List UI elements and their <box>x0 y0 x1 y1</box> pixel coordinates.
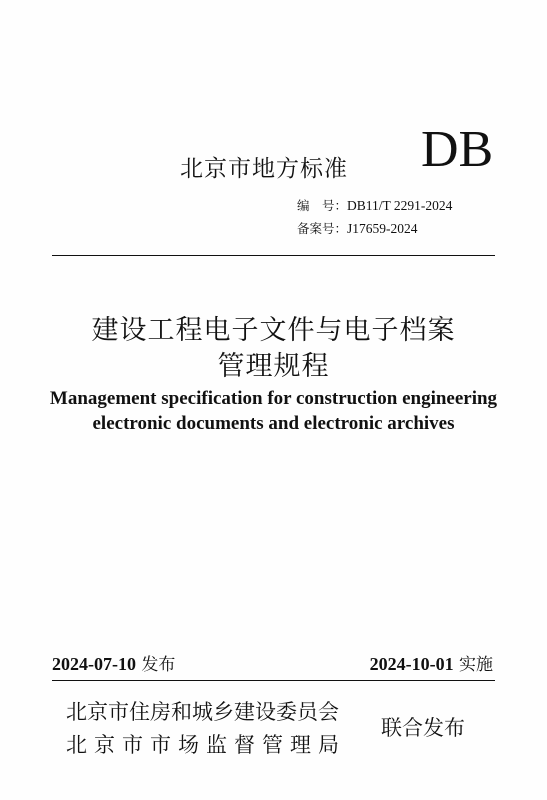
issuer-housing-commission: 北京市住房和城乡建设委员会 <box>66 700 339 724</box>
publish-label: 发布 <box>141 655 176 675</box>
title-en: Management specification for construction engineering electronic documents and electronic archives <box>49 388 498 434</box>
joint-issue-label: 联合发布 <box>381 716 465 740</box>
standard-type: 北京市地方标准 <box>180 156 348 182</box>
implement-label: 实施 <box>459 655 493 675</box>
publish-date-value: 2024-07-10 <box>52 654 136 674</box>
implement-date-value: 2024-10-01 <box>369 654 454 674</box>
top-divider <box>52 255 495 256</box>
bottom-divider <box>52 680 495 681</box>
record-number-label: 备案号： <box>297 221 348 236</box>
publish-date <box>52 650 175 675</box>
implement-date <box>370 650 493 675</box>
title-cn-line2: 管理规程 <box>217 351 330 382</box>
record-number <box>297 219 418 237</box>
title-cn-line1: 建设工程电子文件与电子档案 <box>91 315 456 346</box>
standard-code-value: DB11/T 2291-2024 <box>347 198 453 213</box>
db-logo: DB <box>421 121 494 178</box>
standard-code-label: 编 号： <box>297 198 348 213</box>
standard-code <box>297 196 452 214</box>
record-number-value: J17659-2024 <box>347 221 418 236</box>
issuer-market-regulation: 北京市市场监督管理局 <box>66 733 346 757</box>
